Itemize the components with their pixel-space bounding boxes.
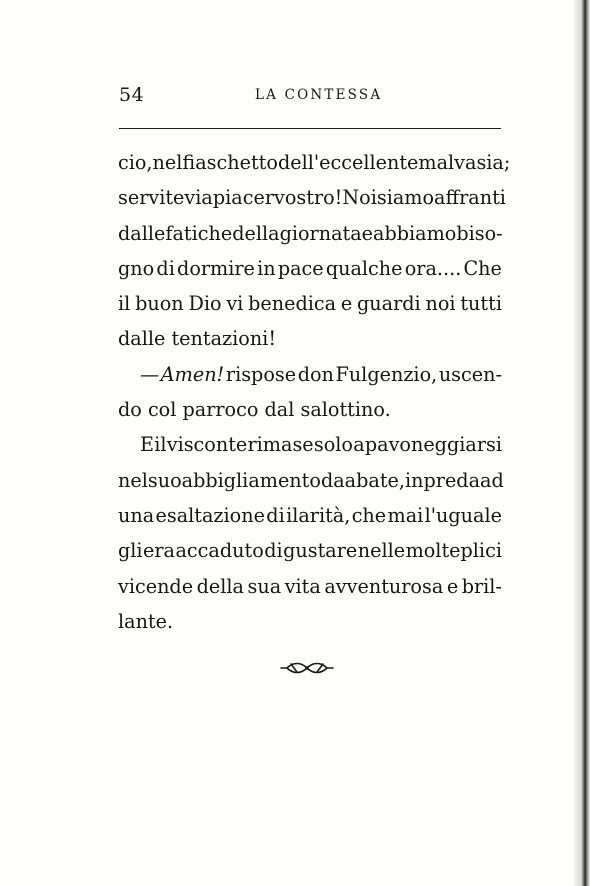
text-line <box>118 427 502 462</box>
page-number: 54 <box>119 84 145 106</box>
word: salottino. <box>300 398 391 422</box>
page-header <box>119 84 499 108</box>
word: don <box>297 362 334 386</box>
word: nel <box>152 151 183 174</box>
word: biso- <box>456 221 503 245</box>
word: vita <box>284 574 321 598</box>
word: tutti <box>460 292 502 316</box>
word: guardi <box>357 292 421 316</box>
word: e <box>446 574 459 598</box>
word: vostro! <box>274 186 343 210</box>
word: il <box>118 292 131 316</box>
page-binding-edge <box>574 0 590 886</box>
word: da <box>320 468 345 492</box>
word: rispose <box>225 362 297 386</box>
word: della <box>196 574 244 598</box>
word: una <box>118 503 155 527</box>
text-line <box>118 533 502 568</box>
word: solo <box>313 433 353 457</box>
word: e <box>361 221 374 245</box>
word: avventurosa <box>324 574 444 598</box>
text-line <box>118 180 506 215</box>
text-line <box>118 145 511 180</box>
text-line <box>118 392 502 427</box>
word: abbigliamento <box>181 468 321 492</box>
running-head: LA CONTESSA <box>255 87 383 103</box>
word: dalle <box>118 327 172 351</box>
word: suo <box>147 468 182 492</box>
word: dalle <box>118 221 166 245</box>
word: qualche <box>325 256 403 280</box>
word: do <box>118 398 148 422</box>
word: tentazioni! <box>171 327 277 351</box>
word: della <box>232 221 280 245</box>
word: vi <box>226 292 244 316</box>
word: Dio <box>188 292 222 316</box>
word: siamo <box>376 186 435 210</box>
word: abate, <box>344 468 405 492</box>
body-text <box>118 145 511 639</box>
word: giornata <box>279 221 362 245</box>
word: rimase <box>247 433 314 457</box>
word: nelle <box>357 539 406 563</box>
word: ilarità, <box>286 503 351 527</box>
text-line <box>118 357 502 392</box>
word: parroco <box>182 398 265 422</box>
text-line <box>118 569 502 604</box>
word: molteplici <box>405 539 502 563</box>
word: di <box>156 256 175 280</box>
word: malvasia; <box>418 151 511 174</box>
word: il <box>154 433 167 457</box>
word: dal <box>264 398 301 422</box>
word: di <box>264 539 283 563</box>
word: Amen! <box>160 362 225 386</box>
text-line <box>118 498 502 533</box>
word: dormire <box>177 256 255 280</box>
word: noi <box>425 292 456 316</box>
word: benedica <box>248 292 337 316</box>
word: pace <box>277 256 324 280</box>
word: gustare <box>283 539 358 563</box>
word: in <box>257 256 276 280</box>
word: ad <box>480 468 504 492</box>
text-line <box>118 286 502 321</box>
word: a <box>353 433 365 457</box>
word: vicende <box>118 574 194 598</box>
text-line <box>118 604 502 639</box>
fleuron-ornament-icon <box>277 656 337 680</box>
word: fiaschetto <box>182 151 278 174</box>
word: accaduto <box>175 539 264 563</box>
word: esaltazione <box>155 503 265 527</box>
word: a <box>201 186 213 210</box>
word: visconte <box>166 433 248 457</box>
word: buon <box>135 292 184 316</box>
word: affranti <box>434 186 506 210</box>
word: E <box>140 433 155 457</box>
word: uscen- <box>438 362 502 386</box>
word: che <box>351 503 387 527</box>
word: gli <box>118 539 143 563</box>
word: eccellente <box>319 151 419 174</box>
word: l'uguale <box>424 503 502 527</box>
word: servitevi <box>118 186 202 210</box>
word: ora.... <box>404 256 462 280</box>
word: fatiche <box>165 221 233 245</box>
word: piacer <box>212 186 274 210</box>
word: — <box>140 362 160 386</box>
text-line <box>118 321 502 356</box>
word: col <box>147 398 183 422</box>
word: sua <box>247 574 282 598</box>
word: di <box>266 503 285 527</box>
word: mai <box>387 503 424 527</box>
text-line <box>118 463 502 498</box>
word: era <box>143 539 175 563</box>
word: preda <box>423 468 481 492</box>
word: lante. <box>118 609 174 633</box>
word: in <box>405 468 424 492</box>
word: gno <box>118 256 155 280</box>
word: abbiamo <box>373 221 457 245</box>
text-line <box>118 251 502 286</box>
word: bril- <box>461 574 502 598</box>
word: pavoneggiarsi <box>364 433 502 457</box>
word: nel <box>118 468 148 492</box>
word: cio, <box>118 151 153 174</box>
word: Che <box>463 256 502 280</box>
header-rule <box>119 128 501 129</box>
word: dell' <box>277 151 320 174</box>
text-line <box>118 216 502 251</box>
word: e <box>340 292 353 316</box>
word: Noi <box>342 186 377 210</box>
word: Fulgenzio, <box>335 362 438 386</box>
